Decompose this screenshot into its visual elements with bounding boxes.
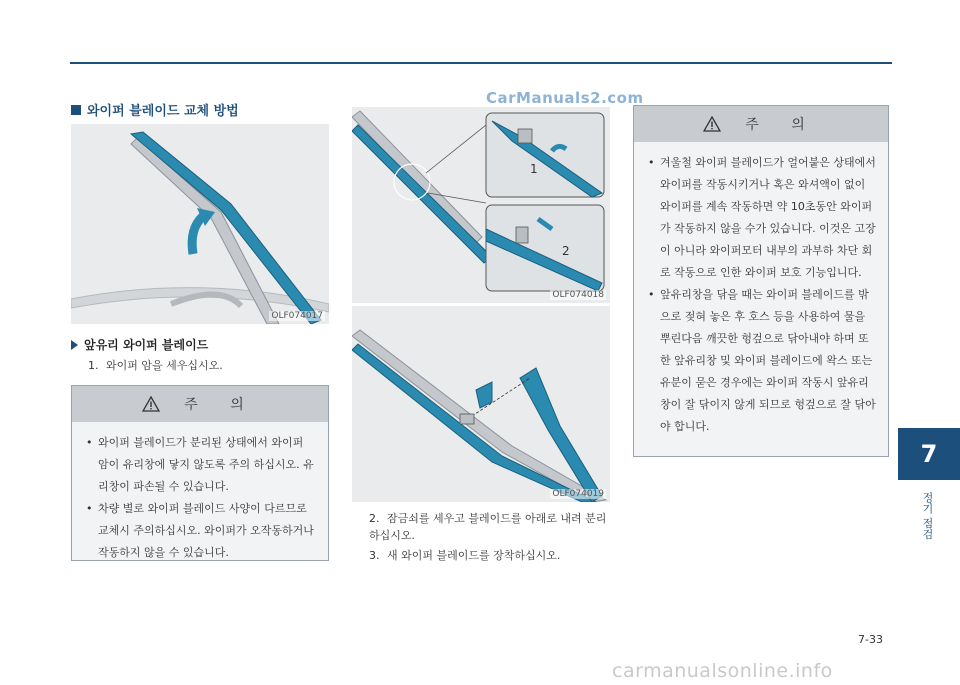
step-number: 1. [88, 359, 99, 372]
step-3 [369, 547, 614, 564]
step-text: 새 와이퍼 블레이드를 장착하십시오. [387, 549, 561, 562]
section-title: 와이퍼 블레이드 교체 방법 [87, 104, 239, 119]
watermark-top: CarManuals2.com [486, 89, 644, 107]
figure-blade-removal [352, 306, 610, 502]
lock-release-illustration [352, 107, 610, 303]
step-1 [88, 357, 223, 374]
subheading-text: 앞유리 와이퍼 블레이드 [84, 338, 209, 352]
caution-bullet: • 앞유리창을 닦을 때는 와이퍼 블레이드를 밖으로 젖혀 놓은 후 호스 등을 사용하여 물을 뿌린다음 깨끗한 헝겊으로 닦아내야 하며 또한 앞유리창 및 와이퍼 블레이드에 왁스 또는 유분이 묻은 경우에는 와이퍼 작동시 앞유리창이 잘 닦이지 않게 되므로 헝겊으로 잘 닦아야 합니다. [648, 288, 876, 433]
square-bullet-icon [71, 105, 81, 115]
caution-bullet: • 겨울철 와이퍼 블레이드가 얼어붙은 상태에서 와이퍼를 작동시키거나 혹은 와셔액이 없이 와이퍼를 계속 작동하면 약 10초동안 와이퍼가 작동하지 않을 수가 있습니다. 이것은 고장이 아니라 와이퍼모터 내부의 과부하 차단 회로 작동으로 인한 와이퍼 보호 기능입니다. [648, 156, 876, 279]
chapter-label: 정기 점검 [921, 492, 934, 540]
figure-code: OLF074018 [552, 290, 604, 300]
caution-header [72, 386, 328, 422]
watermark-bottom: carmanualsonline.info [612, 660, 833, 682]
caution-title: 주 의 [745, 117, 819, 133]
caution-box-right [633, 105, 889, 457]
figure-code: OLF074019 [552, 489, 604, 499]
caution-bullet: • 차량 별로 와이퍼 블레이드 사양이 다르므로 교체시 주의하십시오. 와이퍼가 오작동하거나 작동하지 않을 수 있습니다. [86, 502, 314, 559]
wiper-arm-illustration [71, 124, 329, 324]
warning-icon [142, 396, 160, 412]
blade-removal-illustration [352, 306, 610, 502]
caution-bullet: • 와이퍼 블레이드가 분리된 상태에서 와이퍼 암이 유리창에 닿지 않도록 주의 하십시오. 유리창이 파손될 수 있습니다. [86, 436, 314, 493]
step-number: 3. [369, 549, 380, 562]
step-text: 잠금쇠를 세우고 블레이드를 아래로 내려 분리하십시오. [369, 512, 607, 542]
callout-1: 1 [530, 162, 538, 176]
chapter-tab: 7 [898, 428, 960, 480]
caution-body [72, 422, 328, 572]
step-text: 와이퍼 암을 세우십시오. [106, 359, 223, 372]
callout-2: 2 [562, 244, 570, 258]
section-heading [71, 100, 239, 119]
page-number: 7-33 [858, 633, 883, 646]
figure-lock-release [352, 107, 610, 303]
figure-code: OLF074017 [271, 311, 323, 321]
caution-box-left [71, 385, 329, 561]
triangle-bullet-icon [71, 340, 78, 350]
top-rule [70, 62, 892, 64]
step-2 [369, 510, 614, 544]
caution-header [634, 106, 888, 142]
subheading [71, 336, 208, 353]
caution-body [634, 142, 888, 446]
caution-title: 주 의 [184, 397, 258, 413]
warning-icon [703, 116, 721, 132]
step-number: 2. [369, 512, 380, 525]
figure-wiper-arm [71, 124, 329, 324]
